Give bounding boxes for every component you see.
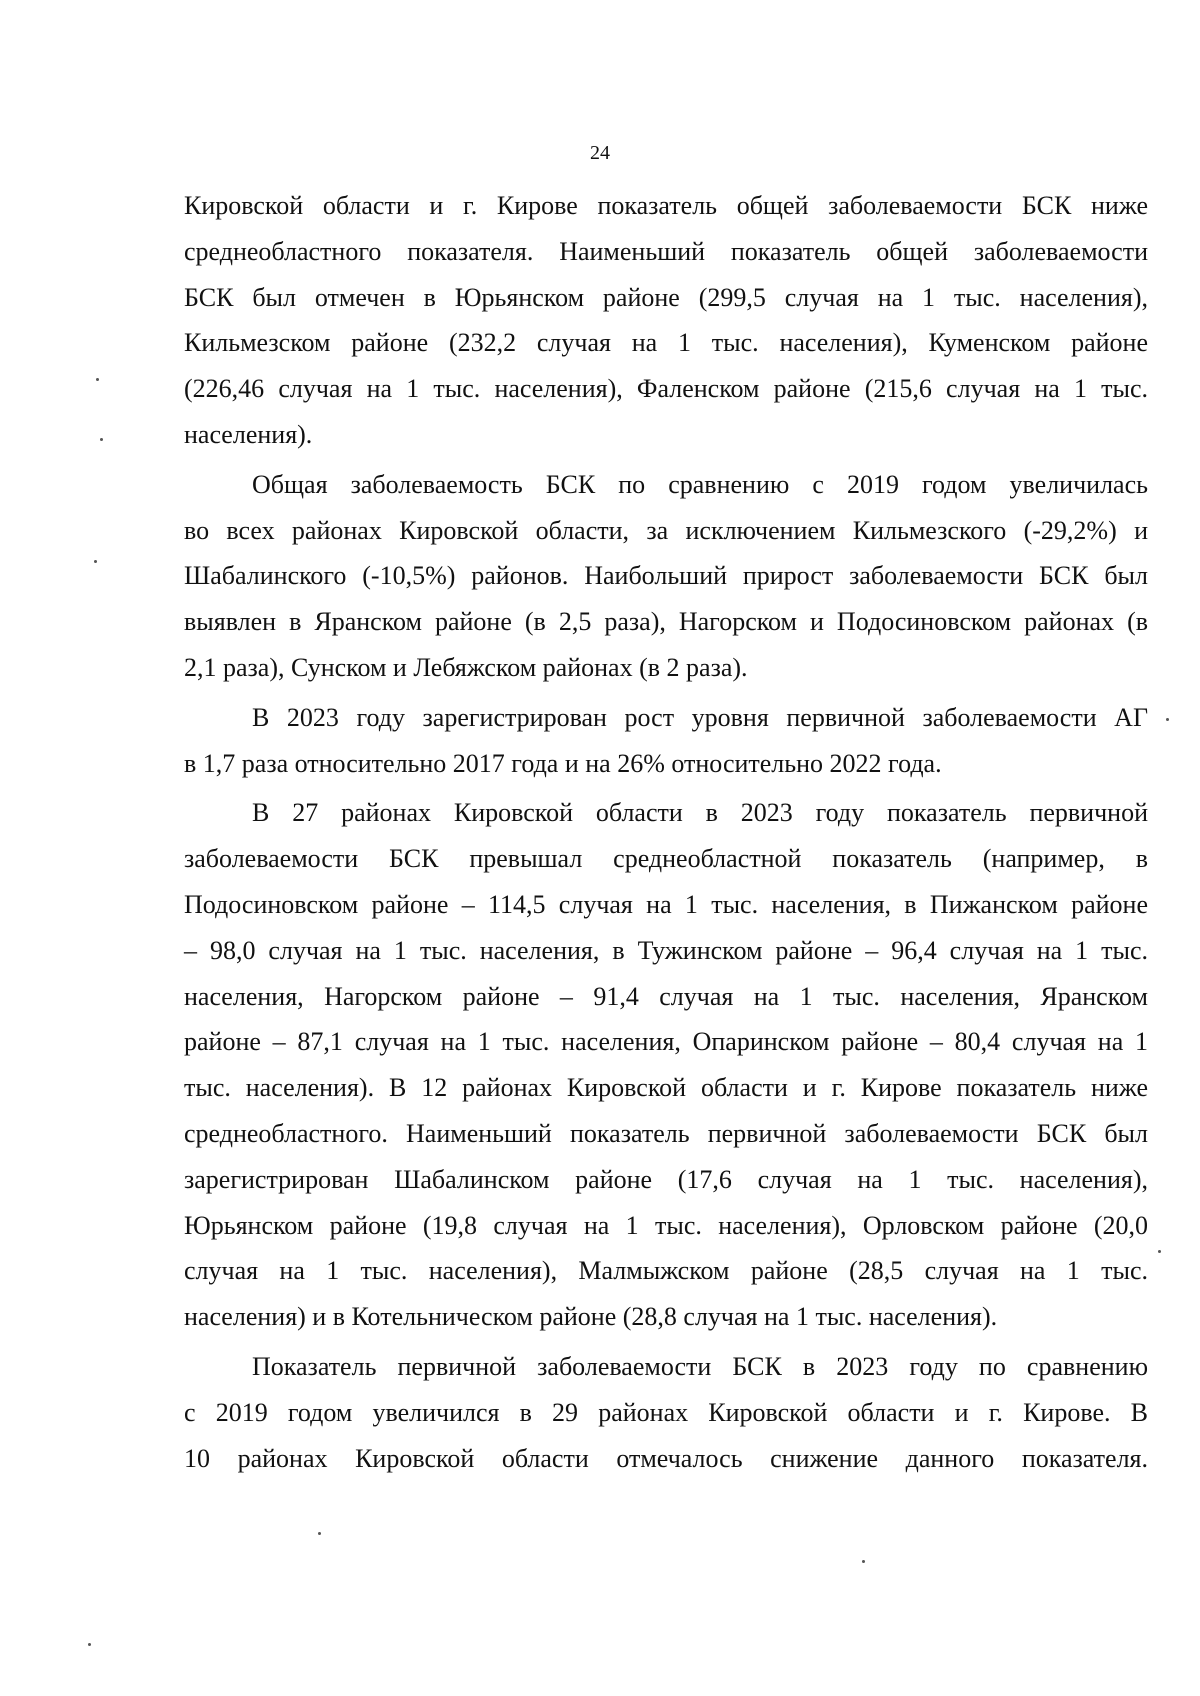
- text-line: во всех районах Кировской области, за исключением Кильмезского (-29,2%) и: [184, 515, 1148, 545]
- text-line: (226,46 случая на 1 тыс. населения), Фаленском районе (215,6 случая на 1 тыс.: [184, 374, 1148, 404]
- text-line: Показатель первичной заболеваемости БСК в 2023 году по сравнению: [252, 1351, 1148, 1381]
- body-text: [184, 183, 1148, 1481]
- text-line: Кильмезском районе (232,2 случая на 1 тыс. населения), Куменском районе: [184, 328, 1148, 358]
- text-line: В 2023 году зарегистрирован рост уровня первичной заболеваемости АГ: [252, 702, 1148, 732]
- paragraph-5: [184, 1344, 1148, 1481]
- paragraph-4: [184, 790, 1148, 1340]
- text-line: среднеобластного. Наименьший показатель первичной заболеваемости БСК был: [184, 1118, 1148, 1148]
- text-line: зарегистрирован Шабалинском районе (17,6 случая на 1 тыс. населения),: [184, 1164, 1148, 1194]
- text-line: с 2019 годом увеличился в 29 районах Кировской области и г. Кирове. В: [184, 1397, 1148, 1427]
- text-line: БСК был отмечен в Юрьянском районе (299,5 случая на 1 тыс. населения),: [184, 282, 1148, 312]
- text-line: в 1,7 раза относительно 2017 года и на 26% относительно 2022 года.: [184, 748, 942, 778]
- text-line: 2,1 раза), Сунском и Лебяжском районах (в 2 раза).: [184, 652, 748, 682]
- paragraph-2: [184, 462, 1148, 691]
- text-line: выявлен в Яранском районе (в 2,5 раза), Нагорском и Подосиновском районах (в: [184, 607, 1148, 637]
- scan-speck: [100, 438, 103, 441]
- text-line: Подосиновском районе – 114,5 случая на 1 тыс. населения, в Пижанском районе: [184, 889, 1148, 919]
- scan-speck: [96, 378, 99, 381]
- text-line: – 98,0 случая на 1 тыс. населения, в Тужинском районе – 96,4 случая на 1 тыс.: [184, 935, 1148, 965]
- text-line: В 27 районах Кировской области в 2023 году показатель первичной: [252, 798, 1148, 828]
- text-line: населения).: [184, 419, 313, 449]
- scan-speck: [88, 1643, 91, 1646]
- scan-speck: [862, 1560, 865, 1563]
- text-line: тыс. населения). В 12 районах Кировской области и г. Кирове показатель ниже: [184, 1073, 1148, 1103]
- text-line: населения, Нагорском районе – 91,4 случая на 1 тыс. населения, Яранском: [184, 981, 1148, 1011]
- text-line: среднеобластного показателя. Наименьший показатель общей заболеваемости: [184, 236, 1148, 266]
- text-line: Шабалинского (-10,5%) районов. Наибольший прирост заболеваемости БСК был: [184, 561, 1148, 591]
- text-line: Кировской области и г. Кирове показатель общей заболеваемости БСК ниже: [184, 191, 1148, 220]
- scan-speck: [1166, 718, 1169, 721]
- paragraph-3: [184, 695, 1148, 787]
- text-line: Юрьянском районе (19,8 случая на 1 тыс. населения), Орловском районе (20,0: [184, 1210, 1148, 1240]
- scan-speck: [94, 560, 97, 563]
- text-line: Общая заболеваемость БСК по сравнению с 2019 годом увеличилась: [252, 469, 1148, 499]
- text-line: случая на 1 тыс. населения), Малмыжском районе (28,5 случая на 1 тыс.: [184, 1256, 1148, 1286]
- text-line: 10 районах Кировской области отмечалось снижение данного показателя.: [184, 1443, 1148, 1473]
- paragraph-1: [184, 183, 1148, 458]
- text-line: заболеваемости БСК превышал среднеобластной показатель (например, в: [184, 844, 1148, 874]
- text-line: населения) и в Котельническом районе (28,8 случая на 1 тыс. населения).: [184, 1302, 998, 1332]
- scan-speck: [1158, 1250, 1161, 1253]
- text-line: районе – 87,1 случая на 1 тыс. населения, Опаринском районе – 80,4 случая на 1: [184, 1027, 1148, 1057]
- page-number: 24: [590, 142, 610, 164]
- scan-speck: [318, 1532, 321, 1535]
